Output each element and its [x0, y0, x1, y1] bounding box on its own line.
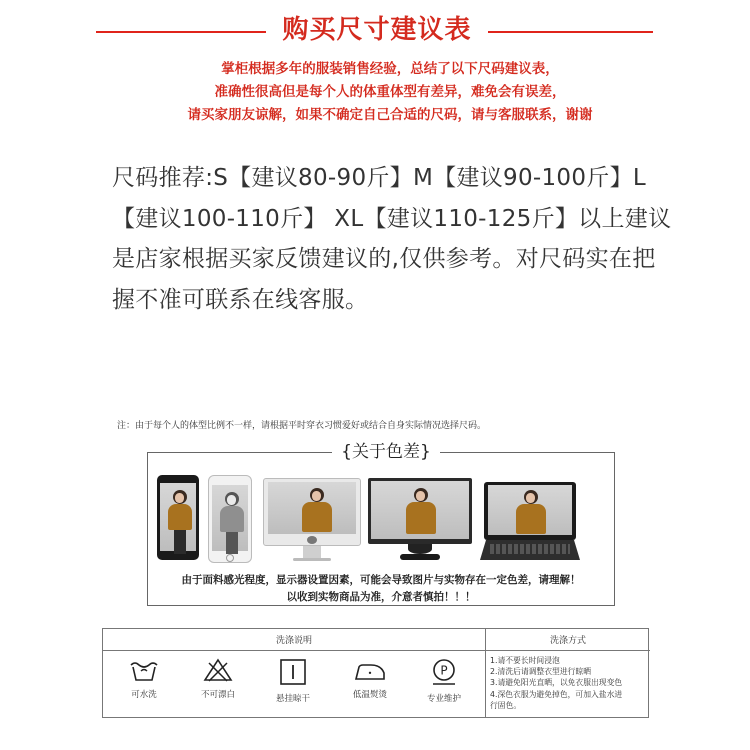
care-method-item: 1.请不要长时间浸泡 — [490, 656, 560, 665]
care-item-label: 低温熨烫 — [352, 690, 387, 700]
low-iron-icon — [353, 657, 387, 683]
page-title: 购买尺寸建议表 — [282, 15, 472, 45]
header-notice-line: 掌柜根据多年的服装销售经验，总结了以下尺码建议表， — [221, 61, 559, 77]
care-item-professional — [409, 657, 479, 704]
care-left-header: 洗涤说明 — [275, 636, 312, 646]
care-method-item: 行固色。 — [490, 700, 522, 710]
care-item-label: 不可漂白 — [200, 690, 235, 700]
no-bleach-icon — [203, 657, 233, 683]
care-item-low-iron — [335, 657, 405, 700]
low-iron-dot: • — [367, 669, 373, 678]
header-rule-left — [96, 31, 266, 33]
color-diff-caption — [147, 572, 615, 606]
care-table — [102, 628, 649, 718]
header-notice-line: 请买家朋友谅解，如果不确定自己合适的尺码，请与客服联系，谢谢 — [187, 107, 593, 123]
header-rule-right — [488, 31, 653, 33]
header-notice-line: 准确性很高但是每个人的体重体型有差异，难免会有误差， — [214, 84, 566, 100]
care-item-label: 悬挂晾干 — [275, 694, 310, 704]
size-advice-line: 【建议100-110斤】 XL【建议110-125斤】以上建议 — [112, 205, 672, 232]
care-item-hang-dry — [258, 657, 328, 704]
care-item-label: 可水洗 — [131, 690, 157, 700]
care-method-item: 4.深色衣服为避免掉色，可加入盐水进 — [490, 689, 623, 699]
professional-clean-letter: P — [440, 663, 448, 678]
hang-dry-icon — [278, 657, 308, 687]
care-right-header: 洗涤方式 — [549, 636, 586, 646]
size-advice-line: 握不准可联系在线客服。 — [112, 286, 369, 313]
size-note: 注：由于每个人的体型比例不一样，请根据平时穿衣习惯爱好或结合自身实际情况选择尺码。 — [117, 421, 487, 431]
color-diff-frame-top-right — [440, 452, 615, 453]
care-method-item: 2.清洗后请调整衣型进行晾晒 — [490, 667, 592, 677]
color-diff-frame-top-left — [147, 452, 332, 453]
hand-wash-icon — [129, 657, 159, 683]
color-diff-caption-line: 由于面料感光程度，显示器设置因素，可能会导致图片与实物存在一定色差，请理解！ — [181, 574, 581, 586]
care-item-no-bleach — [183, 657, 253, 700]
header-notice — [150, 58, 630, 127]
care-header-rule — [103, 650, 650, 651]
care-method-item: 3.请避免阳光直晒，以免衣服出现变色 — [490, 678, 623, 688]
care-methods-list — [490, 655, 648, 711]
size-advice-paragraph — [112, 158, 672, 320]
size-advice-line: 是店家根据买家反馈建议的,仅供参考。对尺码实在把 — [112, 246, 656, 272]
care-item-hand-wash — [109, 657, 179, 700]
size-advice-line: 尺码推荐:S【建议80-90斤】M【建议90-100斤】L — [112, 165, 647, 191]
professional-clean-icon — [429, 657, 459, 687]
color-diff-caption-line: 以收到实物商品为准，介意者慎拍！！！ — [286, 591, 476, 603]
care-item-label: 专业维护 — [426, 694, 461, 704]
color-diff-title: {关于色差} — [341, 442, 431, 462]
